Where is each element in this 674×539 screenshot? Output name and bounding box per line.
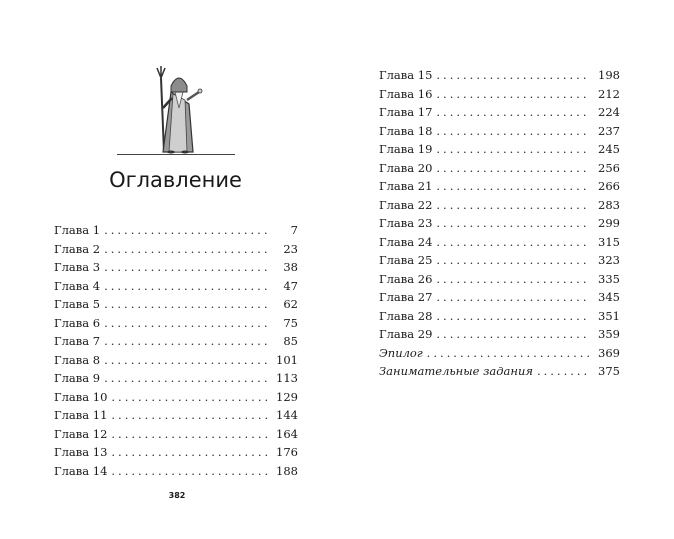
toc-entry	[379, 103, 620, 122]
toc-entry-leader-dots	[436, 103, 590, 122]
toc-entry-leader-dots	[111, 406, 268, 425]
toc-entry-leader-dots	[104, 369, 268, 388]
toc-entry	[54, 443, 298, 462]
toc-entry-label: Глава 15	[379, 68, 433, 82]
toc-entry-label: Глава 20	[379, 160, 433, 175]
toc-entry-page-number: 176	[276, 445, 298, 459]
toc-entry-leader-dots	[436, 122, 590, 141]
toc-entry-page-number: 85	[283, 334, 298, 348]
toc-entry-page-number: 188	[276, 463, 298, 478]
toc-entry-leader-dots	[436, 85, 590, 104]
toc-entry-leader-dots	[436, 270, 590, 289]
toc-entry	[379, 288, 620, 307]
toc-entry-leader-dots	[104, 221, 268, 240]
toc-entry-label: Глава 23	[379, 216, 433, 230]
toc-entry-leader-dots	[111, 388, 268, 407]
toc-entry-label: Глава 24	[379, 234, 433, 249]
toc-entry-leader-dots	[537, 362, 590, 381]
toc-entry	[379, 177, 620, 196]
toc-entry-leader-dots	[111, 462, 268, 481]
toc-entry-label: Глава 19	[379, 142, 433, 156]
toc-entry-page-number: 75	[283, 315, 298, 330]
toc-entry-page-number: 224	[598, 105, 620, 119]
toc-entry-page-number: 299	[598, 216, 620, 230]
toc-entry-leader-dots	[111, 425, 268, 444]
toc-entry	[54, 351, 298, 370]
toc-entry-leader-dots	[104, 332, 268, 351]
toc-entry-label: Глава 11	[54, 408, 108, 422]
toc-entry-leader-dots	[104, 277, 268, 296]
toc-entry-label: Глава 2	[54, 241, 101, 256]
toc-entry-label: Глава 14	[54, 463, 108, 478]
page-number: 382	[168, 491, 186, 500]
toc-entry-label: Глава 29	[379, 327, 433, 341]
toc-entry-page-number: 256	[598, 160, 620, 175]
toc-entry	[54, 462, 298, 481]
toc-entry-label: Глава 16	[379, 86, 433, 101]
toc-entry-label: Глава 17	[379, 105, 433, 119]
toc-entry	[54, 295, 298, 314]
toc-entry-page-number: 323	[598, 253, 620, 267]
toc-entry-label: Глава 10	[54, 389, 108, 404]
toc-entry-page-number: 164	[276, 426, 298, 441]
toc-entry	[54, 425, 298, 444]
toc-entry-label: Глава 18	[379, 123, 433, 138]
toc-entry	[54, 406, 298, 425]
toc-entry-page-number: 369	[598, 345, 620, 360]
toc-entry-leader-dots	[436, 251, 590, 270]
toc-entry-label: Эпилог	[379, 345, 423, 360]
toc-entry	[379, 66, 620, 85]
toc-entry-page-number: 101	[276, 352, 298, 367]
toc-entry-leader-dots	[436, 288, 590, 307]
toc-entry	[54, 221, 298, 240]
toc-entry-page-number: 359	[598, 327, 620, 341]
toc-entry	[54, 332, 298, 351]
toc-entry	[379, 122, 620, 141]
toc-entry-label: Глава 21	[379, 179, 433, 193]
toc-entry-label: Глава 9	[54, 371, 101, 385]
toc-entry-page-number: 47	[283, 278, 298, 293]
toc-entry-page-number: 283	[598, 197, 620, 212]
toc-entry	[379, 196, 620, 215]
toc-entry-label: Глава 7	[54, 334, 101, 348]
toc-entry-leader-dots	[436, 214, 590, 233]
toc-entry-page-number: 345	[598, 290, 620, 304]
toc-entry	[54, 258, 298, 277]
page-title: Оглавление	[109, 168, 242, 192]
toc-entry-page-number: 237	[598, 123, 620, 138]
wizard-with-staff-icon	[143, 64, 207, 154]
toc-entry-page-number: 62	[283, 297, 298, 311]
toc-entry	[379, 140, 620, 159]
toc-entry-label: Глава 28	[379, 308, 433, 323]
toc-entry	[379, 85, 620, 104]
toc-entry-leader-dots	[104, 295, 268, 314]
toc-entry-page-number: 375	[598, 364, 620, 378]
toc-entry-page-number: 129	[276, 389, 298, 404]
toc-entry	[379, 251, 620, 270]
title-rule	[117, 154, 235, 155]
toc-entry	[54, 388, 298, 407]
toc-entry-page-number: 113	[276, 371, 298, 385]
toc-entry	[379, 344, 620, 363]
toc-entry-label: Глава 1	[54, 223, 101, 237]
toc-right-list	[379, 66, 620, 381]
toc-entry-page-number: 38	[283, 260, 298, 274]
toc-entry-label: Занимательные задания	[379, 364, 533, 378]
toc-entry	[54, 369, 298, 388]
toc-entry	[379, 159, 620, 178]
toc-entry-label: Глава 12	[54, 426, 108, 441]
toc-entry-leader-dots	[436, 177, 590, 196]
toc-entry-leader-dots	[111, 443, 268, 462]
toc-entry-page-number: 245	[598, 142, 620, 156]
toc-entry-page-number: 198	[598, 68, 620, 82]
toc-entry-label: Глава 5	[54, 297, 101, 311]
toc-entry-page-number: 7	[290, 223, 298, 237]
toc-entry-label: Глава 22	[379, 197, 433, 212]
toc-entry-leader-dots	[427, 344, 590, 363]
toc-entry-leader-dots	[104, 351, 268, 370]
toc-entry-label: Глава 4	[54, 278, 101, 293]
toc-entry-page-number: 335	[598, 271, 620, 286]
toc-entry-leader-dots	[436, 325, 590, 344]
toc-entry	[379, 325, 620, 344]
toc-entry	[54, 314, 298, 333]
toc-entry-leader-dots	[436, 196, 590, 215]
toc-entry-page-number: 212	[598, 86, 620, 101]
toc-entry-label: Глава 25	[379, 253, 433, 267]
right-page	[337, 0, 674, 539]
toc-entry	[379, 307, 620, 326]
toc-entry-leader-dots	[104, 240, 268, 259]
toc-entry-label: Глава 13	[54, 445, 108, 459]
toc-left-list	[54, 221, 298, 480]
toc-entry-label: Глава 27	[379, 290, 433, 304]
toc-entry-label: Глава 26	[379, 271, 433, 286]
toc-entry-page-number: 351	[598, 308, 620, 323]
toc-entry-page-number: 315	[598, 234, 620, 249]
toc-entry	[379, 270, 620, 289]
toc-entry	[379, 214, 620, 233]
toc-entry	[379, 233, 620, 252]
toc-entry-label: Глава 6	[54, 315, 101, 330]
toc-entry-leader-dots	[436, 66, 590, 85]
toc-entry-leader-dots	[104, 314, 268, 333]
toc-entry	[54, 277, 298, 296]
toc-entry	[54, 240, 298, 259]
toc-entry-leader-dots	[436, 307, 590, 326]
toc-entry-page-number: 266	[598, 179, 620, 193]
toc-entry-leader-dots	[436, 233, 590, 252]
toc-entry-leader-dots	[104, 258, 268, 277]
toc-entry-page-number: 144	[276, 408, 298, 422]
toc-entry	[379, 362, 620, 381]
toc-entry-label: Глава 3	[54, 260, 101, 274]
toc-entry-leader-dots	[436, 159, 590, 178]
toc-entry-page-number: 23	[283, 241, 298, 256]
toc-entry-leader-dots	[436, 140, 590, 159]
toc-entry-label: Глава 8	[54, 352, 101, 367]
